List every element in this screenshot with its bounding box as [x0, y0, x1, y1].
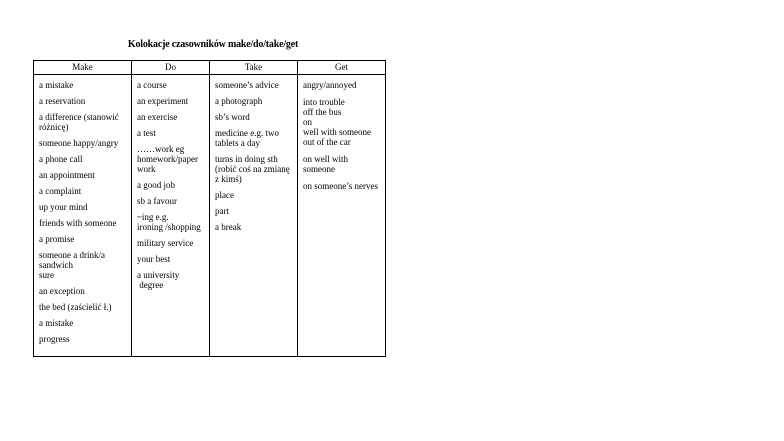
collocation-item: a reservation: [39, 96, 86, 106]
collocation-item: the bed (zaścielić ł.): [39, 302, 112, 312]
collocation-item: someone happy/angry: [39, 138, 119, 148]
collocation-item: into trouble off the bus on well with someone out of the car: [303, 97, 371, 147]
collocation-item: on well with someone: [303, 154, 348, 174]
collocation-item: a university degree: [137, 270, 180, 290]
collocation-item: a difference (stanowić różnicę): [39, 112, 119, 132]
collocation-item: a promise: [39, 234, 75, 244]
collocation-item: up your mind: [39, 202, 88, 212]
collocation-item: an experiment: [137, 96, 189, 106]
collocation-item: a photograph: [215, 96, 263, 106]
take-column-cell: [210, 75, 298, 357]
collocation-item: an exercise: [137, 112, 178, 122]
collocation-item: a phone call: [39, 154, 83, 164]
collocation-item: a good job: [137, 180, 175, 190]
collocation-item: sb’s word: [215, 112, 250, 122]
header-take: Take: [210, 61, 298, 75]
collocation-item: an exception: [39, 286, 85, 296]
collocation-item: sb a favour: [137, 196, 177, 206]
collocation-item: place: [215, 190, 234, 200]
collocation-item: a break: [215, 222, 242, 232]
collocation-item: a complaint: [39, 186, 82, 196]
collocation-item: your best: [137, 254, 171, 264]
collocation-item: someone a drink/a sandwich sure: [39, 250, 105, 280]
take-collocations-list: [210, 75, 297, 232]
collocation-item: a mistake: [39, 318, 74, 328]
make-column-cell: [34, 75, 132, 357]
document-title: Kolokacje czasowników make/do/take/get: [127, 39, 299, 50]
collocation-item: friends with someone: [39, 218, 117, 228]
header-do: Do: [132, 61, 210, 75]
collocations-table: [33, 60, 386, 357]
do-column-cell: [132, 75, 210, 357]
collocation-item: a course: [137, 80, 167, 90]
body-row: [34, 75, 386, 357]
collocation-item: ……work eg homework/paper work: [137, 144, 198, 174]
collocation-item: someone’s advice: [215, 80, 279, 90]
get-collocations-list: [298, 75, 385, 191]
header-get: Get: [298, 61, 386, 75]
make-collocations-list: [34, 75, 131, 344]
collocation-item: a test: [137, 128, 156, 138]
collocation-item: angry/annoyed: [303, 80, 357, 90]
collocation-item: ~ing e.g. ironing /shopping: [137, 212, 201, 232]
collocation-item: military service: [137, 238, 194, 248]
collocation-item: an appointment: [39, 170, 95, 180]
collocation-item: turns in doing sth (robić coś na zmianę z kimś): [215, 154, 290, 184]
do-collocations-list: [132, 75, 209, 290]
collocation-item: progress: [39, 334, 70, 344]
header-make: Make: [34, 61, 132, 75]
collocation-item: a mistake: [39, 80, 74, 90]
collocation-item: on someone’s nerves: [303, 181, 378, 191]
get-column-cell: [298, 75, 386, 357]
collocation-item: medicine e.g. two tablets a day: [215, 128, 279, 148]
collocation-item: part: [215, 206, 229, 216]
header-row: [34, 61, 386, 75]
